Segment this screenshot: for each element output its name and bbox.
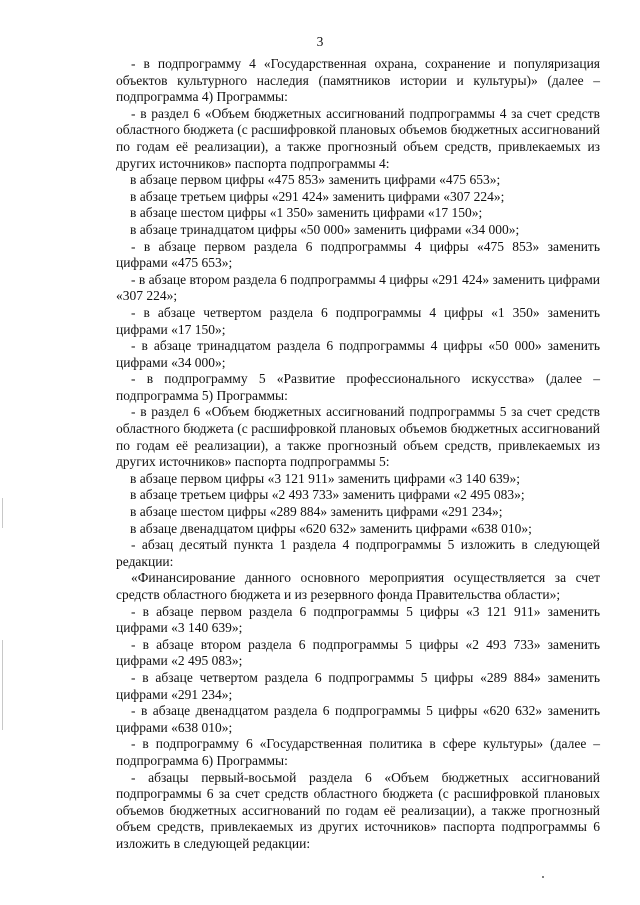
paragraph-subprogram-5: - в подпрограмму 5 «Развитие профессионального искусства» (далее – подпрограмма 5) Программы:	[116, 371, 600, 403]
paragraph-section-4-sub5: - абзац десятый пункта 1 раздела 4 подпрограммы 5 изложить в следующей редакции:	[116, 537, 600, 569]
section-6-sub5-paragraph-2: - в абзаце втором раздела 6 подпрограммы 5 цифры «2 493 733» заменить цифрами «2 495 083»;	[116, 636, 600, 669]
paragraph-subprogram-6: - в подпрограмму 6 «Государственная политика в сфере культуры» (далее – подпрограмма 6) Программы:	[116, 736, 600, 768]
quoted-financing-text: «Финансирование данного основного мероприятия осуществляется за счет средств областного бюджета и из резервного фонда Правительства области»;	[116, 570, 600, 602]
page-number: 3	[316, 34, 324, 49]
section-6-sub4-paragraph-4: - в абзаце четвертом раздела 6 подпрограммы 4 цифры «1 350» заменить цифрами «17 150»;	[116, 304, 600, 337]
paragraph-subprogram-4: - в подпрограмму 4 «Государственная охрана, сохранение и популяризация объектов культурного наследия (памятников истории и культуры)» (далее – подпрограмма 4) Программы:	[116, 56, 600, 105]
section-6-sub4-paragraph-2: - в абзаце втором раздела 6 подпрограммы 4 цифры «291 424» заменить цифрами «307 224»;	[116, 271, 600, 304]
scan-edge-mark	[2, 498, 3, 528]
paragraph-section-6-passport-6: - абзацы первый-восьмой раздела 6 «Объем бюджетных ассигнований подпрограммы 6 за счет средств областного бюджета (с расшифровкой плановых объемов бюджетных ассигнований по годам её реализации), а также прогнозный объем средств, привлекаемых из других источников» паспорта подпрограммы 6 изложить в следующей редакции:	[116, 769, 600, 851]
section-6-sub4-paragraph-13: - в абзаце тринадцатом раздела 6 подпрограммы 4 цифры «50 000» заменить цифрами «34 000»;	[116, 338, 600, 370]
passport-5-line-1: в абзаце первом цифры «3 121 911» заменить цифрами «3 140 639»;	[130, 470, 521, 486]
paragraph-section-6-passport-5: - в раздел 6 «Объем бюджетных ассигнований подпрограммы 5 за счет средств областного бюджета (с расшифровкой плановых объемов бюджетных ассигнований по годам её реализации), а также прогнозный объем средств, привлекаемых из других источников» паспорта подпрограммы 5:	[116, 404, 600, 470]
passport-5-line-3: в абзаце шестом цифры «289 884» заменить цифрами «291 234»;	[130, 504, 503, 520]
scan-edge-mark	[2, 640, 3, 730]
passport-4-line-1: в абзаце первом цифры «475 853» заменить цифрами «475 653»;	[130, 172, 501, 188]
section-6-sub4-paragraph-1: - в абзаце первом раздела 6 подпрограммы 4 цифры «475 853» заменить цифрами «475 653»;	[116, 238, 600, 271]
document-body	[116, 56, 600, 853]
passport-4-line-4: в абзаце тринадцатом цифры «50 000» заменить цифрами «34 000»;	[130, 221, 520, 237]
passport-4-line-3: в абзаце шестом цифры «1 350» заменить цифрами «17 150»;	[130, 205, 483, 221]
passport-5-line-2: в абзаце третьем цифры «2 493 733» заменить цифрами «2 495 083»;	[130, 487, 525, 503]
scan-speck	[542, 876, 544, 878]
passport-4-line-2: в абзаце третьем цифры «291 424» заменить цифрами «307 224»;	[130, 188, 505, 204]
passport-5-line-4: в абзаце двенадцатом цифры «620 632» заменить цифрами «638 010»;	[130, 520, 532, 536]
section-6-sub5-paragraph-1: - в абзаце первом раздела 6 подпрограммы 5 цифры «3 121 911» заменить цифрами «3 140 639»;	[116, 603, 600, 636]
paragraph-section-6-passport-4: - в раздел 6 «Объем бюджетных ассигнований подпрограммы 4 за счет средств областного бюджета (с расшифровкой плановых объемов бюджетных ассигнований по годам её реализации), а также прогнозный объем средств, привлекаемых из других источников» паспорта подпрограммы 4:	[116, 105, 600, 171]
section-6-sub5-paragraph-12: - в абзаце двенадцатом раздела 6 подпрограммы 5 цифры «620 632» заменить цифрами «638 010»;	[116, 703, 600, 735]
section-6-sub5-paragraph-4: - в абзаце четвертом раздела 6 подпрограммы 5 цифры «289 884» заменить цифрами «291 234»;	[116, 669, 600, 702]
